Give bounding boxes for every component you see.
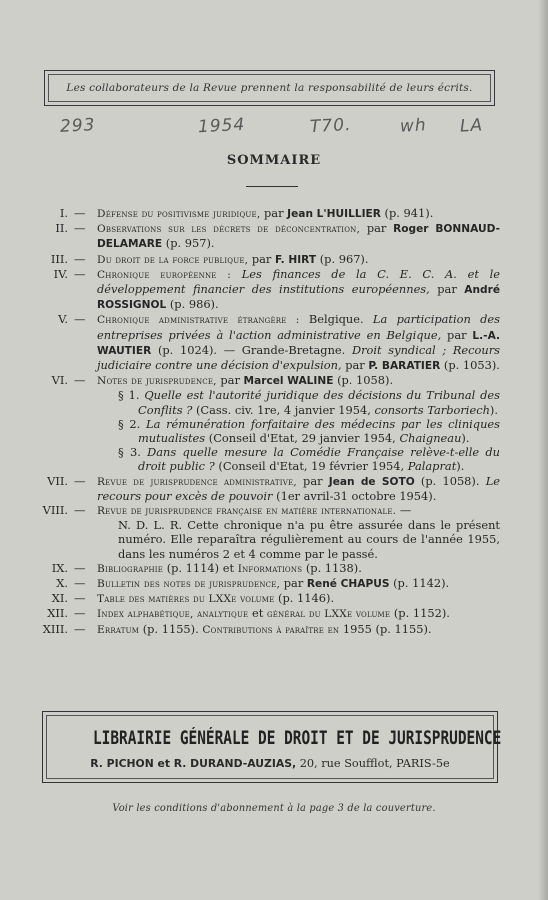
item-number: XII.: [47, 606, 68, 621]
handwritten-letters: LA: [459, 115, 484, 137]
item-dash: —: [74, 221, 86, 236]
item-pages: (p. 1146).: [278, 591, 335, 606]
section-party: Palaprat: [407, 459, 457, 474]
item-dash: —: [74, 373, 86, 388]
section-title: La rémunération forfaitaire des médecins par les cliniques mutualistes: [138, 416, 501, 446]
publisher-name: LIBRAIRIE GÉNÉRALE DE DROIT ET DE JURISPRUDENCE: [92, 728, 502, 749]
section-ref: (Conseil d'Etat, 19 février 1954,: [218, 459, 405, 474]
item-dash: —: [74, 591, 86, 606]
page-title: SOMMAIRE: [226, 153, 322, 168]
item-pages: (p. 957).: [165, 236, 215, 251]
item-year: 1955: [342, 621, 372, 636]
item-country: Belgique.: [308, 312, 364, 327]
handwritten-number: 293: [59, 115, 96, 137]
item-title: Contributions à paraître en: [202, 623, 340, 636]
item-by: par: [437, 282, 457, 297]
item-pages: (p. 1024).: [157, 342, 218, 357]
section-close: ).: [489, 402, 498, 417]
toc-item-iv: [0, 267, 548, 313]
toc-item-xii: [0, 606, 548, 621]
item-number: IX.: [51, 560, 68, 575]
item-by: par: [283, 576, 304, 591]
note-section-2: [118, 416, 501, 446]
item-pages: (p. 986).: [169, 297, 219, 312]
item-author: P. BARATIER: [368, 360, 441, 373]
item-number: IV.: [53, 266, 68, 281]
item-pages: (p. 967).: [319, 251, 369, 266]
item-pages: (p. 1138).: [305, 560, 362, 575]
item-title: Défense du positivisme juridique,: [97, 208, 261, 220]
item-dash: —: [74, 576, 86, 591]
toc-item-vii: [0, 474, 548, 503]
toc-item-xiii: [0, 622, 548, 637]
note-section-3: [118, 445, 500, 474]
item-author: André ROSSIGNOL: [97, 284, 501, 312]
item-subject: Droit syndical ; Recours judiciaire contre une décision d'expulsion,: [97, 342, 501, 373]
title-divider: [246, 186, 298, 187]
item-separator: —: [223, 342, 236, 357]
toc-item-ix: [0, 561, 548, 576]
item-conjunction: et: [252, 606, 264, 621]
toc-item-ii: [0, 221, 548, 251]
item-title: général du LXXe volume: [266, 608, 391, 621]
item-title: Bulletin des notes de jurisprudence,: [97, 578, 281, 591]
toc-item-xi: [0, 591, 548, 606]
section-party: Chaigneau: [399, 431, 462, 446]
item-subject: La participation des entreprises privées à l'action administrative en Belgique,: [97, 312, 501, 342]
item-number: VI.: [51, 373, 68, 388]
page-edge-shadow: [538, 0, 548, 900]
item-number: XIII.: [42, 621, 68, 636]
item-title: Index alphabétique, analytique: [97, 608, 249, 621]
item-dash: —: [74, 560, 86, 575]
handwritten-annotation: [60, 116, 500, 146]
toc-item-x: [0, 576, 548, 591]
item-title: Observations sur les décrets de déconcentration,: [97, 223, 361, 236]
responsibility-notice-box: [44, 70, 495, 106]
publisher-box: [42, 711, 502, 783]
item-by: par: [345, 358, 365, 373]
item-pages: (p. 1053).: [443, 358, 500, 373]
handwritten-code: T70.: [309, 114, 352, 138]
item-title: Notes de jurisprudence,: [97, 375, 217, 388]
section-party: consorts Tarboriech: [374, 402, 490, 417]
item-pages: (p. 1142).: [393, 576, 450, 591]
item-pages: (p. 1114): [166, 560, 220, 575]
item-by: par: [220, 373, 240, 388]
item-dash: —: [74, 503, 86, 518]
item-pages: (p. 941).: [384, 206, 434, 220]
item-dash: —: [74, 206, 86, 220]
item-author: Jean de SOTO: [328, 475, 415, 488]
toc-item-viii: [0, 503, 548, 561]
item-title: Du droit de la force publique,: [97, 253, 249, 266]
section-title: Quelle est l'autorité juridique des décisions du Tribunal des Conflits ?: [138, 388, 501, 417]
item-title: Revue de jurisprudence française en matière internationale.: [97, 505, 397, 518]
item-number: VII.: [47, 473, 68, 488]
item-pages: (p. 1155).: [375, 621, 432, 636]
item-pages: (p. 1152).: [393, 606, 450, 621]
item-pages: (p. 1155).: [142, 621, 199, 636]
item-dates: (1er avril-31 octobre 1954).: [276, 488, 437, 503]
item-title: Chronique administrative étrangère :: [97, 314, 300, 327]
responsibility-notice: Les collaborateurs de la Revue prennent la responsabilité de leurs écrits.: [66, 82, 473, 94]
publisher-address: 20, rue Soufflot, PARIS-5e: [299, 757, 450, 770]
item-author: F. HIRT: [274, 253, 317, 266]
item-by: par: [447, 327, 467, 342]
item-pages: (p. 1058).: [420, 473, 480, 488]
item-title: Revue de jurisprudence administrative,: [97, 475, 297, 488]
section-ref: (Conseil d'Etat, 29 janvier 1954,: [208, 431, 396, 446]
item-number: III.: [50, 251, 68, 266]
item-number: I.: [59, 206, 68, 220]
item-subject: Les finances de la C. E. C. A. et le développement financier des institutions européennes,: [97, 266, 501, 297]
item-separator: —: [399, 503, 412, 518]
table-of-contents: [0, 206, 548, 637]
item-country: Grande-Bretagne.: [241, 342, 346, 357]
item-dash: —: [74, 312, 86, 327]
section-mark: § 3.: [118, 445, 141, 460]
editor-note: N. D. L. R. Cette chronique n'a pu être assurée dans le présent numéro. Elle reparaîtra régulièrement au cours de l'année 1955, dans les numéros 2 et 4 comme par le passé.: [118, 518, 500, 561]
item-author: Roger BONNAUD-DELAMARE: [97, 223, 500, 251]
subscription-note: Voir les conditions d'abonnement à la page 3 de la couverture.: [112, 803, 436, 814]
handwritten-mark: wh: [399, 115, 428, 137]
item-title: Erratum: [97, 623, 140, 636]
item-number: X.: [56, 576, 68, 591]
item-dash: —: [74, 606, 86, 621]
publisher-address-line: [43, 757, 497, 770]
note-section-1: [118, 388, 501, 417]
item-conjunction: et: [222, 560, 235, 575]
handwritten-year: 1954: [197, 114, 246, 138]
toc-item-vi: [0, 373, 548, 473]
item-by: par: [366, 221, 387, 236]
item-number: VIII.: [42, 503, 68, 518]
item-dash: —: [74, 473, 86, 488]
item-number: XI.: [51, 591, 68, 606]
item-dash: —: [74, 266, 86, 281]
item-number: V.: [58, 312, 68, 327]
item-by: par: [303, 473, 323, 488]
section-close: ).: [461, 431, 470, 446]
item-author: L.-A. WAUTIER: [97, 329, 500, 357]
section-mark: § 1.: [118, 388, 140, 403]
item-dash: —: [74, 621, 86, 636]
item-pages: (p. 1058).: [337, 373, 394, 388]
item-author: Marcel WALINE: [243, 375, 334, 388]
item-dash: —: [74, 251, 86, 266]
section-ref: (Cass. civ. 1re, 4 janvier 1954,: [195, 402, 371, 417]
item-number: II.: [55, 221, 68, 236]
toc-item-iii: [0, 252, 548, 267]
item-author: René CHAPUS: [306, 578, 390, 591]
toc-item-v: [0, 312, 548, 373]
item-by: par: [251, 251, 272, 266]
section-mark: § 2.: [118, 416, 141, 431]
section-title: Dans quelle mesure la Comédie Française relève-t-elle du droit public ?: [138, 445, 500, 474]
item-title: Table des matières du LXXe volume: [97, 593, 275, 606]
item-title: Informations: [237, 562, 303, 575]
publisher-owners: R. PICHON et R. DURAND-AUZIAS,: [90, 757, 297, 770]
section-close: ).: [456, 459, 465, 474]
toc-item-i: [0, 206, 548, 221]
item-title: Bibliographie: [97, 562, 164, 575]
item-subject: Le recours pour excès de pouvoir: [97, 473, 500, 503]
item-author: Jean L'HUILLIER: [287, 208, 381, 220]
item-title: Chronique européenne :: [97, 268, 232, 281]
item-by: par: [264, 206, 284, 220]
